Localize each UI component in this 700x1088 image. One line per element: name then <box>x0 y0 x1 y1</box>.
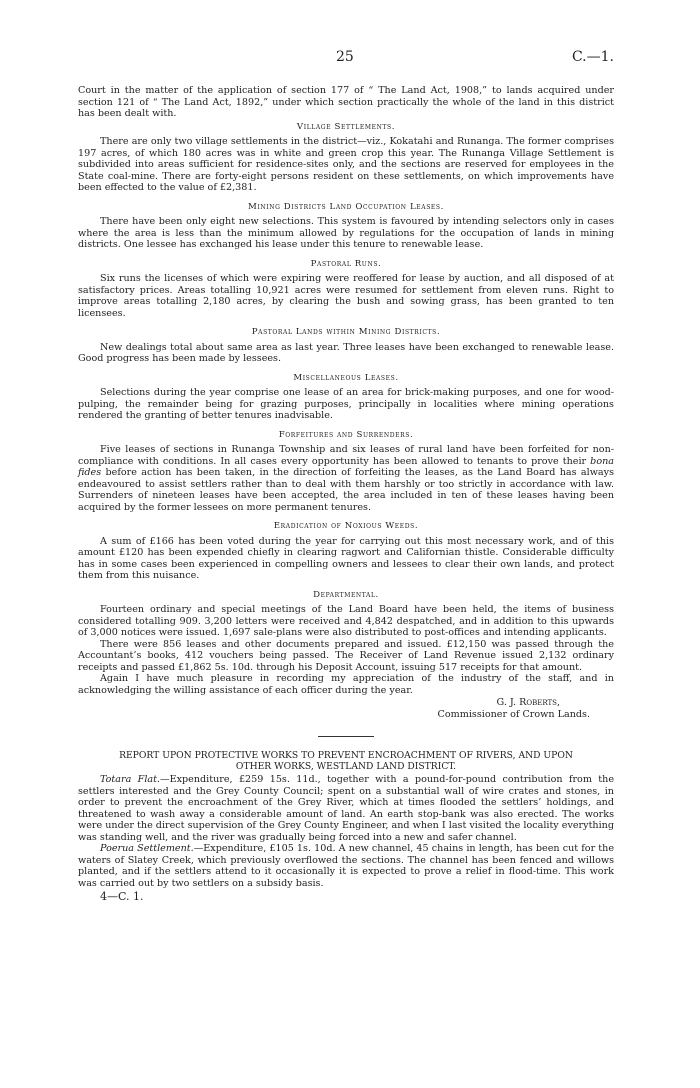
paragraph-mining-districts: There have been only eight new selections. This system is favoured by intending selectors only in cases where the area is less than the minimum allowed by regulations for the occupation of lands in mining districts. One lessee has exchanged his lease under this tenure to renewable lease. <box>78 216 614 250</box>
paragraph-departmental-3: Again I have much pleasure in recording my appreciation of the industry of the staff, and in acknowledging the willing assistance of each officer during the year. <box>78 673 614 696</box>
signature-mark: 4—C. 1. <box>100 890 144 903</box>
report-title-line-1: REPORT UPON PROTECTIVE WORKS TO PREVENT ENCROACHMENT OF RIVERS, AND UPON <box>119 750 573 761</box>
totara-flat-label: Totara Flat. <box>100 774 161 785</box>
forfeitures-text-a: Five leases of sections in Runanga Township and six leases of rural land have been forfeited for non-compliance with conditions. In all cases every opportunity has been allowed to tenants to prove their <box>78 444 614 467</box>
intro-paragraph: Court in the matter of the application of section 177 of “ The Land Act, 1908,” to lands acquired under section 121 of “ The Land Act, 1892,” under which section practically the whole of the land in this district has been dealt with. <box>78 85 614 119</box>
document-reference: C.—1. <box>571 49 614 65</box>
paragraph-totara-flat <box>78 774 614 843</box>
totara-flat-text: —Expenditure, £259 15s. 11d., together with a pound-for-pound contribution from the settlers interested and the Grey County Council; spent on a substantial wall of wire crates and stones, in order to prevent the encroachment of the Grey River, which at times flooded the settlers’ holdings, and threatened to wash away a considerable amount of land. An earth stop-bank was also erected. The works were under the direct supervision of the Grey County Engineer, and when I last visited the locality everything was standing well, and the river was gradually being forced into a new and safer channel. <box>78 774 614 843</box>
signature-block <box>78 697 614 720</box>
heading-village-settlements: Village Settlements. <box>296 121 396 132</box>
signature-title: Commissioner of Crown Lands. <box>437 708 590 720</box>
signature-name: G. J. Roberts, <box>496 697 560 708</box>
page-header <box>78 49 614 72</box>
page-number: 25 <box>336 49 354 65</box>
forfeitures-text-b: before action has been taken, in the direction of forfeiting the leases, as the Land Board has always endeavoured to assist settlers rather than to deal with them harshly or too strictly in accordance with law. Surrenders of nineteen leases have been accepted, the area included in ten of these leases having been acquired by the former lessees on more permanent tenures. <box>78 467 614 513</box>
paragraph-departmental-1: Fourteen ordinary and special meetings of the Land Board have been held, the items of business considered totalling 909. 3,200 letters were received and 4,842 despatched, and in addition to this upwards of 3,000 notices were issued. 1,697 sale-plans were also distributed to post-offices and intending applicants. <box>78 604 614 638</box>
report-title-line-2: OTHER WORKS, WESTLAND LAND DISTRICT. <box>235 761 457 772</box>
heading-pastoral-lands-mining: Pastoral Lands within Mining Districts. <box>251 327 441 337</box>
section-divider <box>318 736 374 737</box>
page-body <box>78 85 614 903</box>
paragraph-pastoral-lands-mining: New dealings total about same area as last year. Three leases have been exchanged to renewable lease. Good progress has been made by lessees. <box>78 341 614 364</box>
poerua-settlement-label: Poerua Settlement. <box>100 843 194 854</box>
paragraph-pastoral-runs: Six runs the licenses of which were expiring were reoffered for lease by auction, and all disposed of at satisfactory prices. Areas totalling 10,921 acres were resumed for settlement from eleven runs. Right to improve areas totalling 2,180 acres, by clearing the bush and sowing grass, has been granted to ten licensees. <box>78 273 614 319</box>
paragraph-poerua-settlement <box>78 843 614 889</box>
paragraph-departmental-2: There were 856 leases and other documents prepared and issued. £12,150 was passed through the Accountant’s books, 412 vouchers being passed. The Receiver of Land Revenue issued 2,132 ordinary receipts and passed £1,862 5s. 10d. through his Deposit Account, issuing 517 receipts for that amount. <box>78 638 614 673</box>
heading-forfeitures: Forfeitures and Surrenders. <box>278 429 414 440</box>
heading-departmental: Departmental. <box>313 589 379 600</box>
heading-miscellaneous-leases: Miscellaneous Leases. <box>293 372 399 383</box>
heading-pastoral-runs: Pastoral Runs. <box>310 258 382 269</box>
heading-mining-districts: Mining Districts Land Occupation Leases. <box>248 201 444 212</box>
poerua-settlement-text: —Expenditure, £105 1s. 10d. A new channel, 45 chains in length, has been cut for the waters of Slatey Creek, which previously overflowed the sections. The channel has been fenced and willows planted, and if the settlers attend to it occasionally it is expected to prove a relief in flood-time. This work was carried out by two settlers on a subsidy basis. <box>78 843 614 889</box>
paragraph-miscellaneous-leases: Selections during the year comprise one lease of an area for brick-making purposes, and one for wood-pulping, the remainder being for grazing purposes, principally in localities where mining operations rendered the granting of better tenures inadvisable. <box>78 387 614 421</box>
bona-fides-italic: bona fides <box>78 455 614 478</box>
report-title <box>78 750 614 772</box>
heading-noxious-weeds: Eradication of Noxious Weeds. <box>273 521 419 531</box>
paragraph-noxious-weeds: A sum of £166 has been voted during the year for carrying out this most necessary work, and of this amount £120 has been expended chiefly in clearing ragwort and Californian thistle. Considerable difficulty has in some cases been experienced in compelling owners and lessees to clear their own lands, and protect them from this nuisance. <box>78 535 614 581</box>
paragraph-village-settlements: There are only two village settlements in the district—viz., Kokatahi and Runanga. The former comprises 197 acres, of which 180 acres was in white and green crop this year. The Runanga Village Settlement is subdivided into areas sufficient for residence-sites only, and the sections are reserved for employees in the State coal-mine. There are forty-eight persons resident on these settlements, on which improvements have been effected to the value of £2,381. <box>78 136 614 193</box>
paragraph-forfeitures <box>78 444 614 513</box>
